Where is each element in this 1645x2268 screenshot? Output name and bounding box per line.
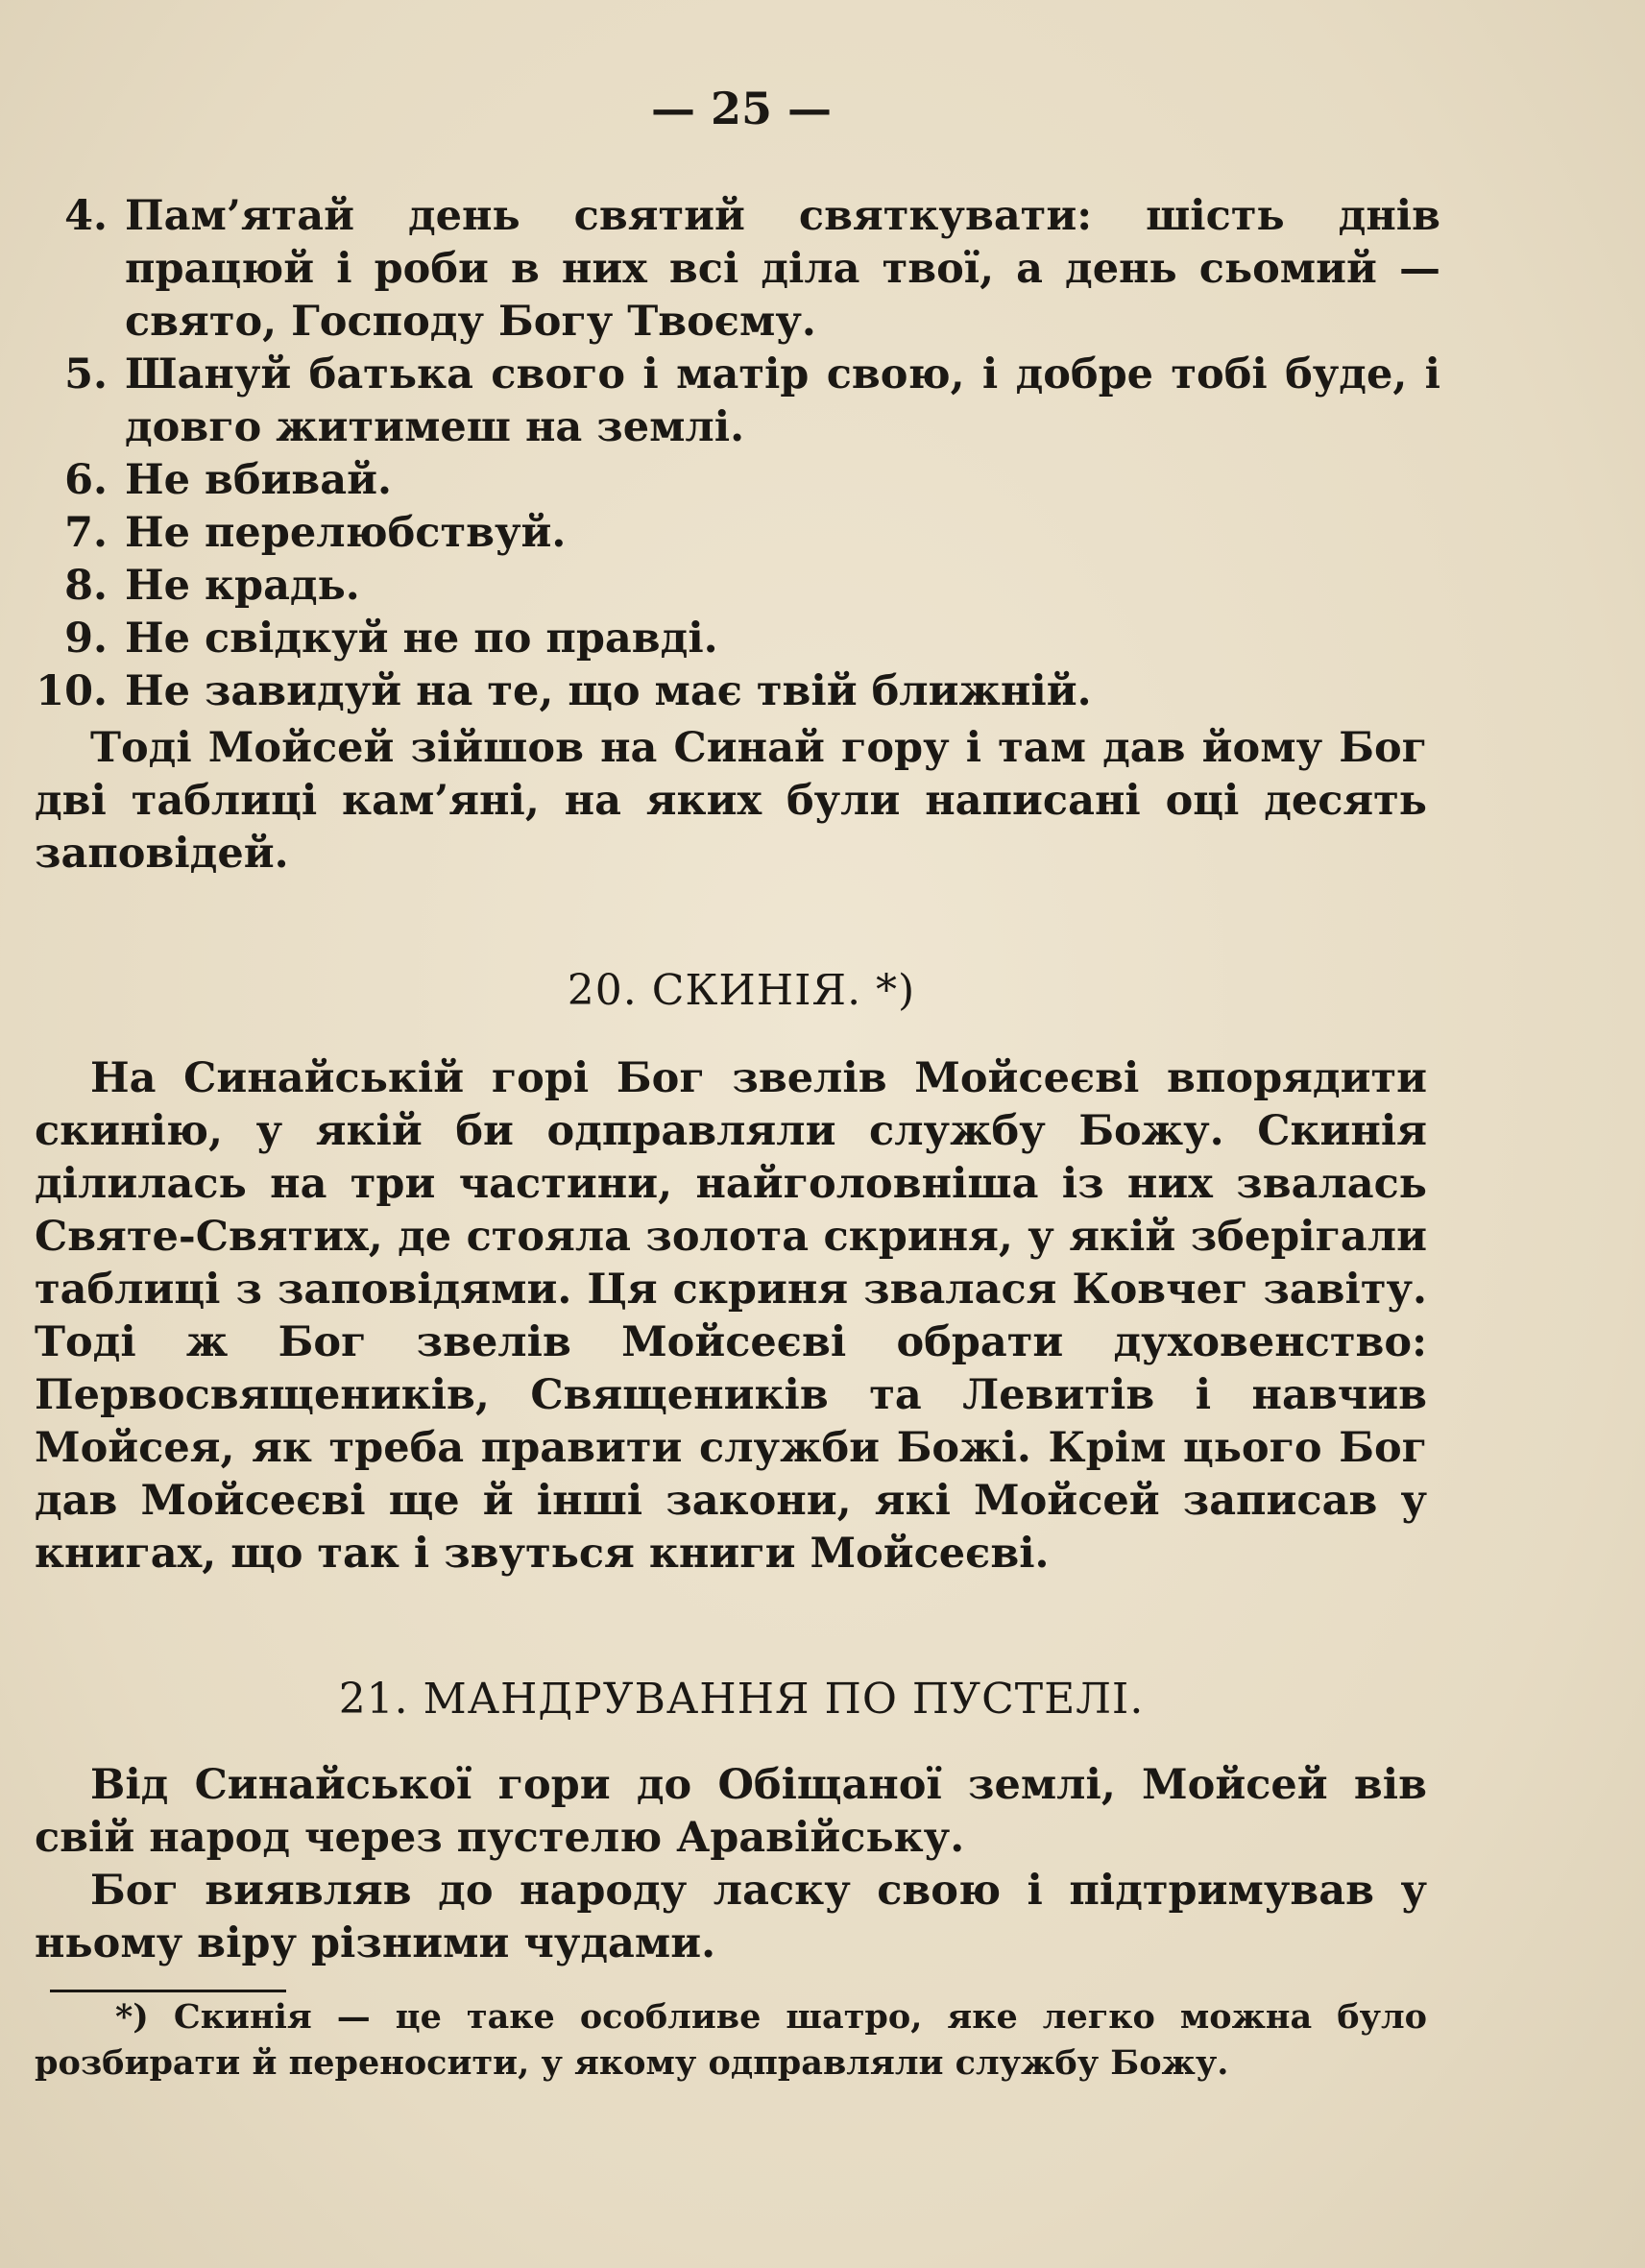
commandment-item: [0, 560, 1440, 613]
commandment-text: Пам’ятай день святий святкувати: шість днів працюй і роби в них всі діла твої, а день сьомий — свято, Господу Богу Твоєму.: [125, 192, 1440, 346]
commandment-text: Шануй батька свого і матір свою, і добре тобі буде, і довго житимеш на землі.: [125, 350, 1440, 451]
footnote-divider: [50, 1990, 286, 1992]
commandment-number: 9.: [64, 615, 108, 663]
section-20-body: [35, 1052, 1427, 1580]
commandment-item: [0, 507, 1440, 560]
commandment-text: Не вбивай.: [125, 456, 393, 504]
commandment-number: 5.: [64, 350, 108, 398]
commandment-number: 8.: [64, 562, 108, 610]
body-paragraph: На Синайській горі Бог звелів Мойсеєві впорядити скинію, у якій би одправляли службу Божу. Скинія ділилась на три частини, найголовніша із них звалась Святе-Святих, де стояла золота скриня, у якій зберігали таблиці з заповідями. Ця скриня звалася Ковчег завіту. Тоді ж Бог звелів Мойсеєві обрати духовенство: Первосвящеників, Священиків та Левитів і навчив Мойсея, як треба правити служби Божі. Крім цього Бог дав Мойсеєві ще й інші закони, які Мойсей записав у книгах, що так і звуться книги Мойсеєві.: [35, 1054, 1427, 1578]
commandments-list: [0, 190, 1440, 718]
commandment-number: 4.: [64, 192, 108, 240]
commandment-number: 6.: [64, 456, 108, 504]
commandment-text: Не перелюбствуй.: [125, 509, 567, 557]
body-paragraph: Тоді Мойсей зійшов на Синай гору і там дав йому Бог дві таблиці кам’яні, на яких були написані оці десять заповідей.: [35, 724, 1427, 878]
commandment-item: [0, 454, 1440, 507]
commandment-number: 7.: [64, 509, 108, 557]
body-paragraph: Бог виявляв до народу ласку свою і підтримував у ньому віру різними чудами.: [35, 1867, 1427, 1967]
section-heading-21: 21. МАНДРУВАННЯ ПО ПУСТЕЛІ.: [338, 1675, 1145, 1724]
after-list-block: [35, 722, 1427, 881]
footnote: *) Скинія — це таке особливе шатро, яке легко можна було розбирати й переносити, у якому одправляли службу Божу.: [35, 1997, 1427, 2083]
commandment-number: 10.: [36, 667, 108, 715]
page-number: — 25 —: [650, 83, 833, 134]
commandment-item: [0, 349, 1440, 454]
section-21-body: [35, 1759, 1427, 1970]
commandment-item: [0, 613, 1440, 665]
commandment-text: Не крадь.: [125, 562, 360, 610]
commandment-text: Не свідкуй не по правді.: [125, 615, 718, 663]
section-heading-20: 20. СКИНІЯ. *): [567, 966, 916, 1015]
commandment-text: Не завидуй на те, що має твій ближній.: [125, 667, 1092, 715]
body-paragraph: Від Синайської гори до Обіщаної землі, Мойсей вів свій народ через пустелю Аравійську.: [35, 1761, 1427, 1862]
commandment-item: [0, 190, 1440, 349]
commandment-item: [0, 665, 1440, 718]
